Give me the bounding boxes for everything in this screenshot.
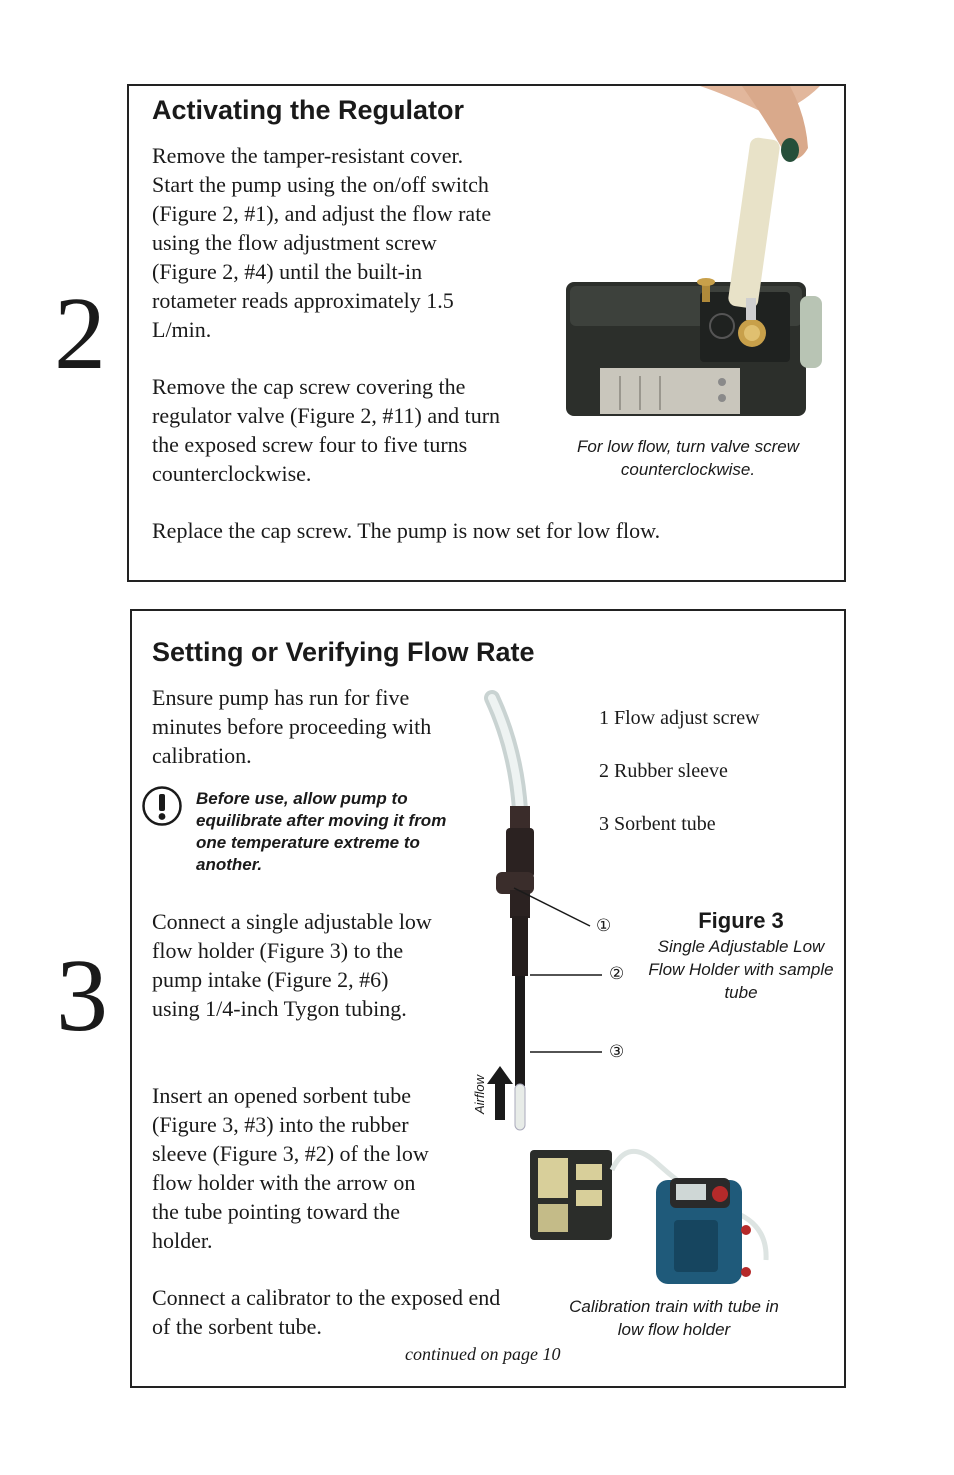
continued-note: continued on page 10: [405, 1344, 561, 1364]
step-3-heading: Setting or Verifying Flow Rate: [152, 637, 535, 667]
step-number-3: 3: [56, 938, 108, 1053]
callout-3: ③: [609, 1042, 625, 1062]
calibration-photo-caption: Calibration train with tube in low flow holder: [569, 1297, 779, 1339]
legend-item-3: 3 Sorbent tube: [599, 813, 716, 835]
callout-2: ②: [609, 964, 625, 984]
legend-item-2: 2 Rubber sleeve: [599, 760, 728, 782]
calibration-train-photo: [528, 1140, 778, 1292]
legend-item-1: 1 Flow adjust screw: [599, 707, 760, 729]
step-2-paragraph-2: Remove the cap screw covering the regulator valve (Figure 2, #11) and turn the exposed screw four to five turns counterclockwise.: [152, 374, 501, 486]
step-3-paragraph-1: Ensure pump has run for five minutes before proceeding with calibration.: [152, 685, 432, 768]
step-number-2: 2: [54, 276, 106, 391]
warning-text: Before use, allow pump to equilibrate after moving it from one temperature extreme to another.: [196, 789, 447, 874]
figure-3-title: Figure 3: [698, 908, 784, 933]
airflow-arrow-icon: [487, 1066, 513, 1120]
step-3-paragraph-2: Connect a single adjustable low flow holder (Figure 3) to the pump intake (Figure 2, #6) using 1/4-inch Tygon tubing.: [152, 909, 432, 1021]
step-2-paragraph-1: Remove the tamper-resistant cover. Start the pump using the on/off switch (Figure 2, #1), and adjust the flow rate using the flow adjustment screw (Figure 2, #4) until the built-in rotameter reads approximately 1.5 L/min.: [152, 143, 492, 342]
airflow-label: Airflow: [472, 1074, 487, 1114]
callout-1: ①: [596, 916, 612, 936]
regulator-photo-caption: For low flow, turn valve screw counterclockwise.: [576, 437, 799, 479]
step-3-paragraph-4: Connect a calibrator to the exposed end of the sorbent tube.: [152, 1285, 501, 1339]
step-2-heading: Activating the Regulator: [152, 95, 465, 125]
step-2-paragraph-3: Replace the cap screw. The pump is now set for low flow.: [152, 518, 661, 543]
figure-3-subtitle: Single Adjustable Low Flow Holder with sample tube: [648, 937, 834, 1002]
step-3-paragraph-3: Insert an opened sorbent tube (Figure 3, #3) into the rubber sleeve (Figure 3, #2) of the low flow holder with the arrow on the tube pointing toward the holder.: [152, 1083, 429, 1253]
